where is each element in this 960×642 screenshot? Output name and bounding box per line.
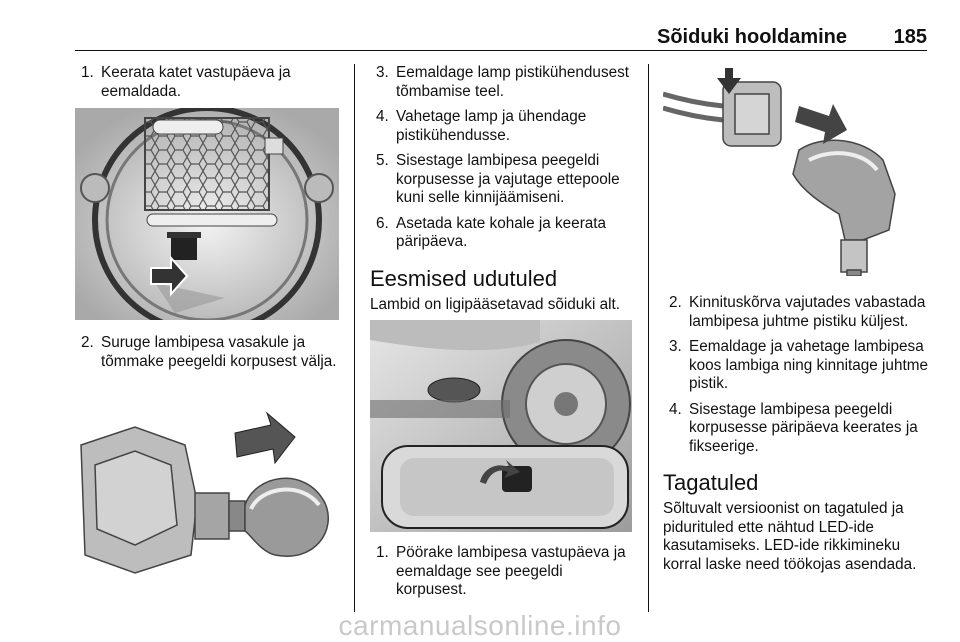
step-item (75, 334, 345, 371)
header-title: Sõiduki hooldamine (656, 26, 847, 48)
step-text: Eemaldage lamp pistikühendusest tõmbamise teel. (396, 64, 629, 100)
step-number: 2. (669, 294, 682, 311)
step-number: 3. (669, 338, 682, 355)
step-number: 5. (376, 152, 389, 169)
step-text: Sisestage lambipesa peegeldi korpusesse ja vajutage ettepoole kuni selle kinnijäämiseni. (396, 152, 620, 206)
step-item (370, 64, 635, 101)
column-1 (75, 64, 345, 577)
section-intro: Lambid on ligipääsetavad sõiduki alt. (370, 295, 621, 313)
step-text: Asetada kate kohale ja keerata päripäeva. (396, 214, 607, 250)
step-text: Vahetage lamp ja ühendage pistikühendusse. (396, 108, 587, 144)
headlamp-cover-illustration (75, 108, 339, 320)
column-3 (663, 64, 929, 574)
section-paragraph: Sõltuvalt versioonist on tagatuled ja pidurituled ette nähtud LED-ide kasutamiseks. LED-ide rikkimineku korral laske need töökojas asendada. (663, 500, 917, 573)
step-item (370, 152, 635, 208)
step-number: 2. (81, 334, 94, 351)
header-rule (75, 50, 927, 51)
section-heading: Tagatuled (663, 470, 759, 495)
step-number: 6. (376, 214, 389, 232)
step-number: 1. (81, 64, 94, 81)
watermark: carmanualsonline.info (338, 610, 622, 641)
step-number: 3. (376, 64, 389, 81)
bulb-socket-illustration (75, 405, 339, 577)
step-item (370, 108, 635, 145)
steps-list (663, 294, 929, 456)
page-number: 185 (893, 26, 927, 48)
step-item (370, 544, 635, 600)
step-number: 4. (376, 108, 389, 125)
step-text: Kinnituskõrva vajutades vabastada lambipesa juhtme pistiku küljest. (689, 294, 926, 330)
step-number: 1. (376, 544, 389, 561)
step-item (663, 294, 929, 331)
step-text: Pöörake lambipesa vastupäeva ja eemaldage see peegeldi korpusest. (396, 544, 626, 598)
step-text: Keerata katet vastupäeva ja eemaldada. (101, 64, 291, 100)
fog-lamp-bulb-illustration (663, 64, 925, 276)
steps-list (370, 64, 635, 252)
step-item (663, 338, 929, 394)
section-heading: Eesmised udutuled (370, 265, 558, 291)
fog-lamp-illustration (370, 320, 632, 532)
step-text: Suruge lambipesa vasakule ja tõmmake peegeldi korpusest välja. (101, 334, 337, 370)
column-2 (370, 64, 635, 607)
step-number: 4. (669, 400, 682, 418)
column-divider (648, 64, 649, 612)
step-text: Sisestage lambipesa peegeldi korpusesse päripäeva keerates ja fikseerige. (689, 400, 918, 455)
page-header (75, 26, 927, 50)
step-item (370, 215, 635, 252)
step-item (663, 401, 929, 457)
step-text: Eemaldage ja vahetage lambipesa koos lambiga ning kinnitage juhtme pistik. (689, 338, 928, 392)
column-divider (354, 64, 355, 612)
step-item (75, 64, 345, 101)
